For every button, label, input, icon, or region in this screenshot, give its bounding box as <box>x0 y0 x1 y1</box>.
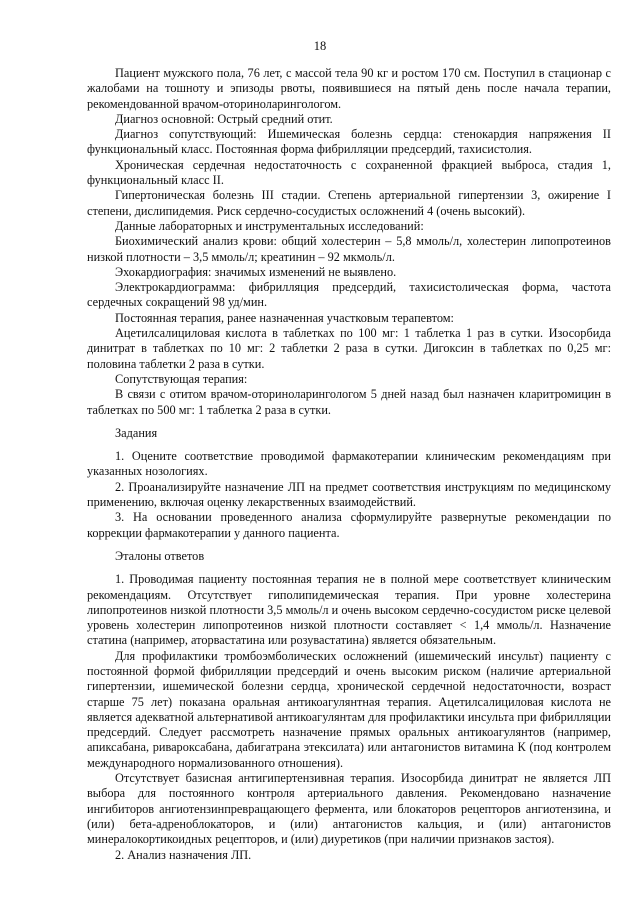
document-body <box>87 66 611 863</box>
answer-1: 1. Проводимая пациенту постоянная терапия не в полной мере соответствует клиническим рекомендациям. Отсутствует гиполипидемическая терапия. При уровне холестерина липопротеинов низкой плотности 3,5 ммоль/л и очень высоком сердечно-сосудистом риске целевой уровень холестерин липопротеинов низкой плотности составляет < 1,4 ммоль/л. Назначение статина (например, аторвастатина или розувастатина) является обязательным. <box>87 572 611 648</box>
task-3: 3. На основании проведенного анализа сформулируйте развернутые рекомендации по коррекции фармакотерапии у данного пациента. <box>87 510 611 540</box>
blood-test: Биохимический анализ крови: общий холестерин – 5,8 ммоль/л, холестерин липопротеинов низкой плотности – 3,5 ммоль/л; креатинин – 92 мкмоль/л. <box>87 234 611 264</box>
answer-anticoagulation: Для профилактики тромбоэмболических осложнений (ишемический инсульт) пациенту с постоянной формой фибрилляции предсердий и очень высоким риском (наличие артериальной гипертензии, ишемической болезни сердца, хронической сердечной недостаточности, возраст старше 75 лет) показана оральная антикоагулянтная терапия. Ацетилсалициловая кислота не является адекватной альтернативой антикоагулянтам для профилактики инсульта при фибрилляции предсердий. Следует рассмотреть назначение прямых оральных антикоагулянтов (например, апиксабана, ривароксабана, дабигатрана этексилата) или антагонистов витамина К (под контролем международного нормализованного отношения). <box>87 648 611 770</box>
case-description: Пациент мужского пола, 76 лет, с массой тела 90 кг и ростом 170 см. Поступил в стационар с жалобами на тошноту и эпизоды рвоты, появившиеся на пятый день после начала терапии, рекомендованной врачом-оториноларингологом. <box>87 66 611 111</box>
page-number: 18 <box>313 39 327 53</box>
task-1: 1. Оцените соответствие проводимой фармакотерапии клиническим рекомендациям при указанных нозологиях. <box>87 449 611 479</box>
hypertension-diagnosis: Гипертоническая болезнь III стадии. Степень артериальной гипертензии 3, ожирение I степени, дислипидемия. Риск сердечно-сосудистых осложнений 4 (очень высокий). <box>87 188 611 218</box>
concomitant-therapy-heading: Сопутствующая терапия: <box>115 371 248 386</box>
concomitant-therapy: В связи с отитом врачом-оториноларингологом 5 дней назад был назначен кларитромицин в таблетках по 500 мг: 1 таблетка 2 раза в сутки. <box>87 387 611 417</box>
permanent-therapy-heading: Постоянная терапия, ранее назначенная участковым терапевтом: <box>115 310 454 325</box>
tasks-heading: Задания <box>115 425 158 440</box>
task-2: 2. Проанализируйте назначение ЛП на предмет соответствия инструкциям по медицинскому применению, включая оценку лекарственных взаимодействий. <box>87 479 611 510</box>
answers-heading: Эталоны ответов <box>115 548 205 563</box>
permanent-therapy: Ацетилсалициловая кислота в таблетках по 100 мг: 1 таблетка 1 раз в сутки. Изосорбида динитрат в таблетках по 10 мг: 2 таблетки 2 раза в сутки. Дигоксин в таблетках по 0,25 мг: половина таблетки 2 раза в сутки. <box>87 326 611 371</box>
ecg: Электрокардиограмма: фибрилляция предсердий, тахисистолическая форма, частота сердечных сокращений 98 уд/мин. <box>87 280 611 310</box>
main-diagnosis: Диагноз основной: Острый средний отит. <box>115 111 333 126</box>
heart-failure-diagnosis: Хроническая сердечная недостаточность с сохраненной фракцией выброса, стадия 1, функциональный класс II. <box>87 157 611 188</box>
answer-antihypertensive: Отсутствует базисная антигипертензивная терапия. Изосорбида динитрат не является ЛП выбора для постоянного контроля артериального давления. Рекомендовано назначение ингибиторов ангиотензинпревращающего фермента, или блокаторов рецепторов ангиотензина, и (или) бета-адреноблокаторов, и (или) антагонистов кальция, и (или) антагонистов минералокортикоидных рецепторов, и (или) диуретиков (при наличии признаков застоя). <box>87 771 611 847</box>
comorbid-diagnosis: Диагноз сопутствующий: Ишемическая болезнь сердца: стенокардия напряжения II функциональный класс. Постоянная форма фибрилляции предсердий, тахисистолия. <box>87 127 611 157</box>
answer-2-heading: 2. Анализ назначения ЛП. <box>115 847 252 862</box>
echocardiography: Эхокардиография: значимых изменений не выявлено. <box>115 264 397 279</box>
lab-data-heading: Данные лабораторных и инструментальных исследований: <box>115 218 424 233</box>
